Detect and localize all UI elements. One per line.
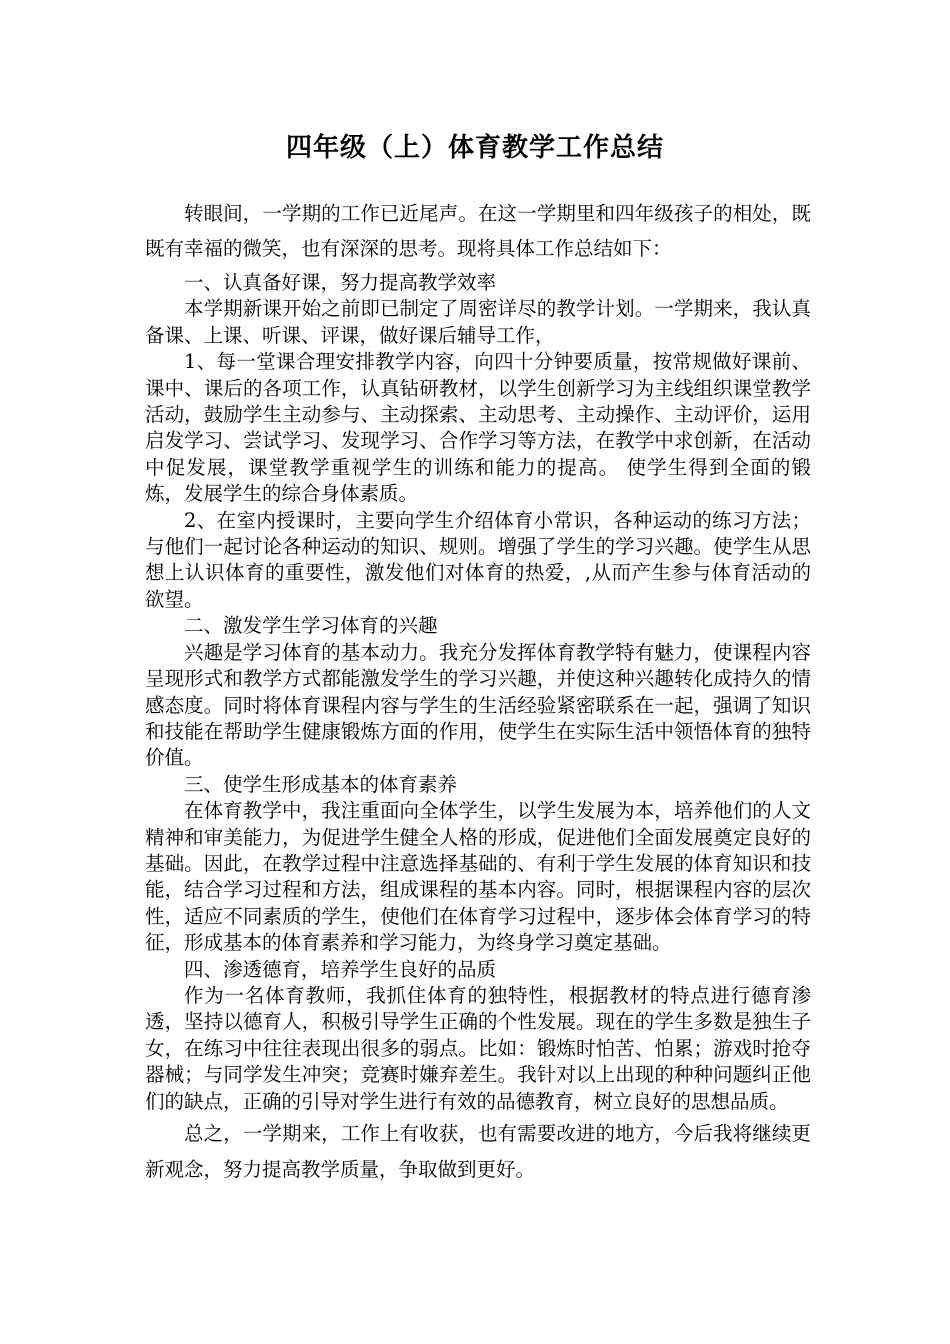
- body-paragraph: 兴趣是学习体育的基本动力。我充分发挥体育教学特有魅力，使课程内容呈现形式和教学方式都能激发学生的学习兴趣，并使这种兴趣转化成持久的情感态度。同时将体育课程内容与学生的生活经验紧密联系在一起，强调了知识和技能在帮助学生健康锻炼方面的作用，使学生在实际生活中领悟体育的独特价值。: [145, 640, 811, 770]
- section-heading-2: 二、激发学生学习体育的兴趣: [184, 614, 438, 638]
- body-paragraph: 作为一名体育教师，我抓住体育的独特性，根据教材的特点进行德育渗透，坚持以德育人，积极引导学生正确的个性发展。现在的学生多数是独生子女，在练习中往往表现出很多的弱点。比如：锻炼时怕苦、怕累；游戏时抢夺器械；与同学发生冲突；竞赛时嫌弃差生。我针对以上出现的种种问题纠正他们的缺点，正确的引导对学生进行有效的品德教育，树立良好的思想品质。: [145, 983, 811, 1113]
- body-paragraph: 在体育教学中，我注重面向全体学生，以学生发展为本，培养他们的人文精神和审美能力，为促进学生健全人格的形成，促进他们全面发展奠定良好的基础。因此，在教学过程中注意选择基础的、有利于学生发展的体育知识和技能，结合学习过程和方法，组成课程的基本内容。同时，根据课程内容的层次性，适应不同素质的学生，使他们在体育学习过程中，逐步体会体育学习的特征，形成基本的体育素养和学习能力，为终身学习奠定基础。: [145, 799, 811, 955]
- body-paragraph: 本学期新课开始之前即已制定了周密详尽的教学计划。一学期来，我认真备课、上课、听课、评课，做好课后辅导工作，: [145, 297, 811, 347]
- section-heading-4: 四、渗透德育，培养学生良好的品质: [184, 957, 497, 981]
- conclusion-paragraph: 总之，一学期来，工作上有收获，也有需要改进的地方，今后我将继续更新观念，努力提高教学质量，争取做到更好。: [145, 1122, 811, 1181]
- body-paragraph: 1、每一堂课合理安排教学内容，向四十分钟要质量，按常规做好课前、课中、课后的各项工作，认真钻研教材，以学生创新学习为主线组织课堂教学活动，鼓励学生主动参与、主动探索、主动思考、主动操作、主动评价，运用启发学习、尝试学习、发现学习、合作学习等方法，在教学中求创新，在活动中促发展，课堂教学重视学生的训练和能力的提高。 使学生得到全面的锻炼，发展学生的综合身体素质。: [145, 350, 811, 506]
- main-section: [145, 270, 811, 1115]
- section-heading-1: 一、认真备好课，努力提高教学效率: [184, 271, 497, 294]
- intro-paragraph: 转眼间，一学期的工作已近尾声。在这一学期里和四年级孩子的相处，既既有幸福的微笑，也有深深的思考。现将具体工作总结如下：: [145, 202, 811, 260]
- body-paragraph: 2、在室内授课时，主要向学生介绍体育小常识，各种运动的练习方法；与他们一起讨论各种运动的知识、规则。增强了学生的学习兴趣。使学生从思想上认识体育的重要性，激发他们对体育的热爱，,从而产生参与体育活动的欲望。: [145, 508, 811, 611]
- section-heading-3: 三、使学生形成基本的体育素养: [184, 772, 458, 796]
- conclusion-section: [145, 1116, 811, 1188]
- document-title: 四年级（上）体育教学工作总结: [285, 133, 664, 163]
- intro-section: [145, 196, 811, 266]
